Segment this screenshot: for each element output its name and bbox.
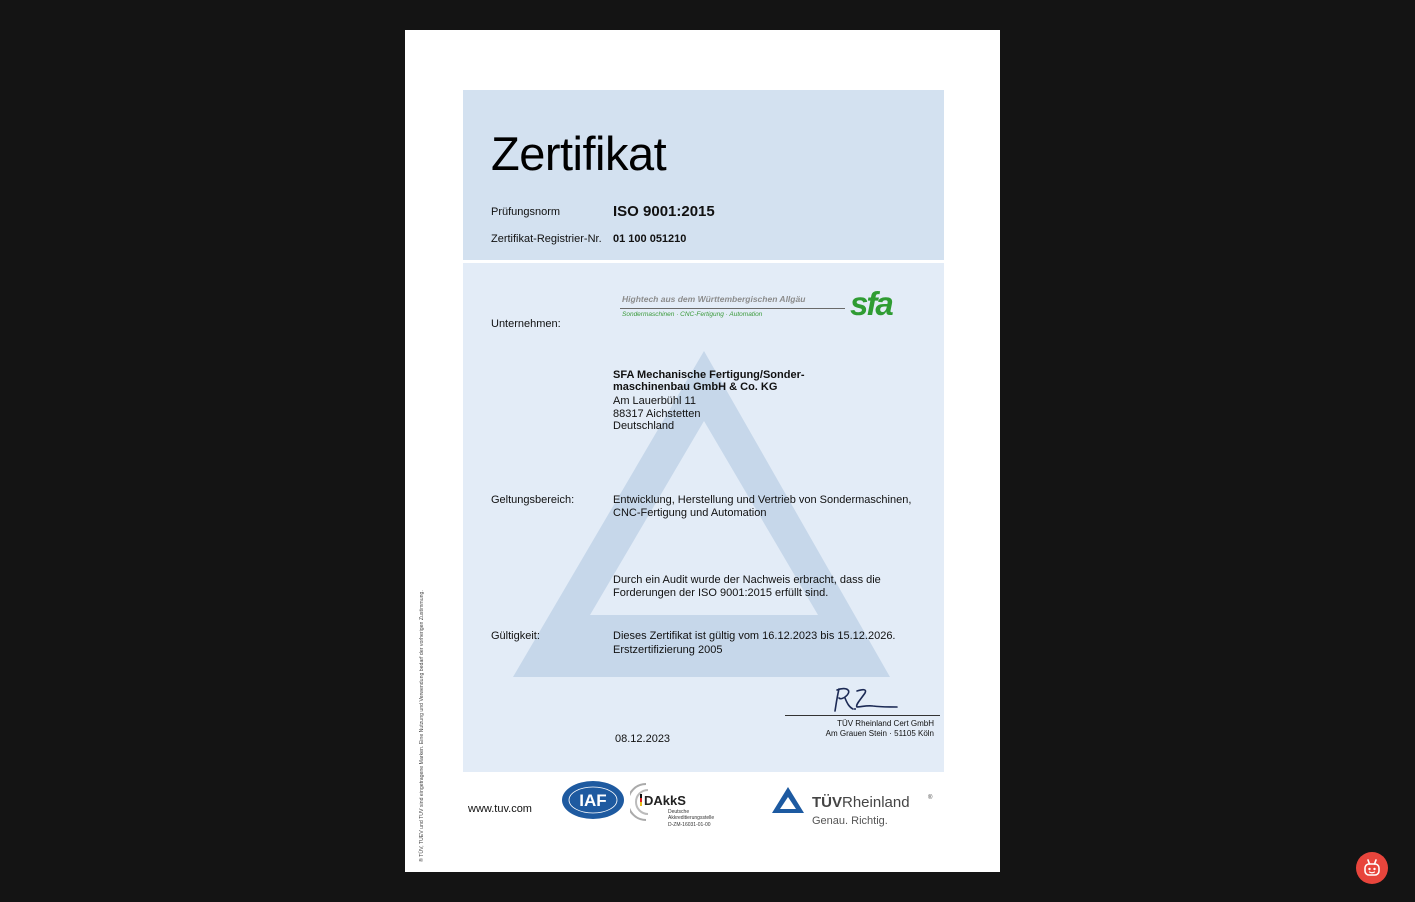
validity-label: Gültigkeit: bbox=[491, 630, 540, 642]
issuer-name: TÜV Rheinland Cert GmbH bbox=[837, 719, 934, 728]
dakks-logo-sub2: Akkreditierungsstelle bbox=[668, 815, 715, 821]
sfa-logo-mark: sfa bbox=[850, 285, 892, 322]
scope-line2: CNC-Fertigung und Automation bbox=[613, 507, 767, 519]
validity-line2: Erstzertifizierung 2005 bbox=[613, 644, 723, 656]
tuv-logo-slogan: Genau. Richtig. bbox=[812, 815, 888, 827]
issuer-address: Am Grauen Stein · 51105 Köln bbox=[825, 729, 934, 738]
dakks-logo bbox=[630, 780, 730, 828]
tuv-logo-name: TÜVRheinland bbox=[812, 794, 910, 811]
dakks-logo-sub1: Deutsche bbox=[668, 809, 690, 815]
issue-date: 08.12.2023 bbox=[615, 733, 671, 745]
dakks-logo-id: D-ZM-16031-01-00 bbox=[668, 822, 711, 828]
company-logo bbox=[620, 285, 910, 327]
iaf-logo-text: IAF bbox=[579, 791, 607, 810]
company-logo-subslogan: Sondermaschinen · CNC-Fertigung · Automation bbox=[622, 311, 763, 318]
standard-value: ISO 9001:2015 bbox=[613, 203, 715, 220]
certificate-title: Zertifikat bbox=[491, 127, 667, 180]
scope-label: Geltungsbereich: bbox=[491, 494, 575, 506]
signature-line bbox=[785, 715, 940, 716]
company-label: Unternehmen: bbox=[491, 318, 561, 330]
signature bbox=[833, 685, 903, 715]
audit-line1: Durch ein Audit wurde der Nachweis erbracht, dass die bbox=[613, 574, 881, 586]
validity-line1: Dieses Zertifikat ist gültig vom 16.12.2023 bis 15.12.2026. bbox=[613, 630, 896, 642]
company-logo-divider bbox=[620, 308, 845, 309]
registration-label: Zertifikat-Registrier-Nr. bbox=[491, 233, 602, 245]
tuv-rheinland-logo bbox=[771, 785, 941, 829]
certificate-header bbox=[463, 90, 944, 260]
tuv-logo-registered: ® bbox=[928, 795, 933, 801]
registration-value: 01 100 051210 bbox=[613, 233, 687, 245]
address-city: 88317 Aichstetten bbox=[613, 408, 701, 420]
company-name-line2: maschinenbau GmbH & Co. KG bbox=[613, 381, 778, 393]
standard-label: Prüfungsnorm bbox=[491, 206, 561, 218]
dakks-logo-text: DAkkS bbox=[644, 793, 686, 808]
certificate-body bbox=[463, 263, 944, 772]
robot-icon bbox=[1362, 858, 1382, 878]
address-street: Am Lauerbühl 11 bbox=[613, 395, 696, 407]
certificate-page bbox=[405, 30, 1000, 872]
assistant-fab-button[interactable] bbox=[1356, 852, 1388, 884]
audit-line2: Forderungen der ISO 9001:2015 erfüllt sind. bbox=[613, 587, 829, 599]
address-country: Deutschland bbox=[613, 420, 675, 432]
scope-line1: Entwicklung, Herstellung und Vertrieb von Sondermaschinen, bbox=[613, 494, 912, 506]
company-logo-slogan: Hightech aus dem Württembergischen Allgäu bbox=[622, 294, 806, 304]
trademark-side-text: ® TÜV, TUEV und TUV sind eingetragene Marken. Eine Nutzung und Verwendung bedarf der vorherigen Zustimmung. bbox=[419, 590, 425, 862]
company-name-line1: SFA Mechanische Fertigung/Sonder- bbox=[613, 369, 805, 381]
footer-url: www.tuv.com bbox=[468, 803, 532, 815]
iaf-logo bbox=[561, 780, 625, 820]
